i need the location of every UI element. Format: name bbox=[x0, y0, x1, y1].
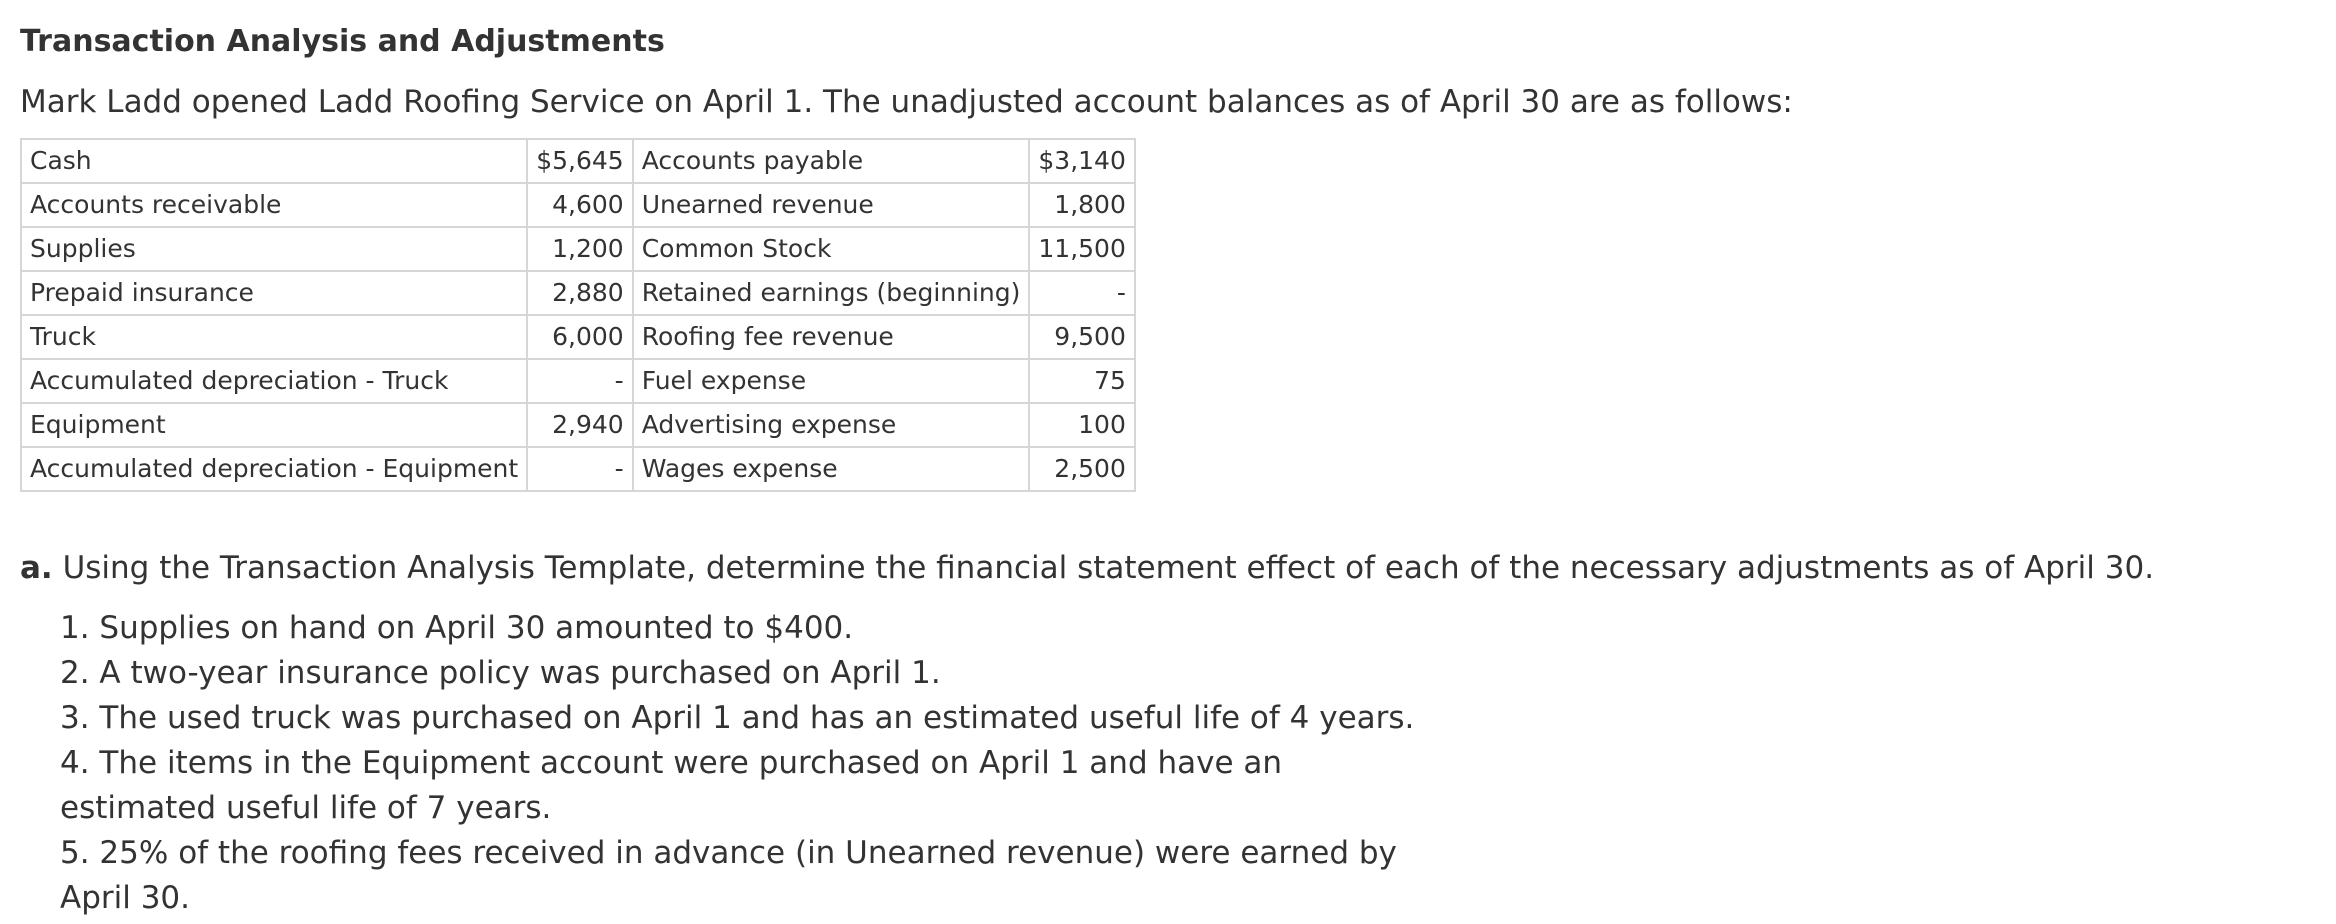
table-row bbox=[21, 315, 1135, 359]
left-account: Accumulated depreciation - Truck bbox=[21, 359, 527, 403]
table-row bbox=[21, 271, 1135, 315]
right-amount: $3,140 bbox=[1029, 139, 1134, 183]
list-item: 1. Supplies on hand on April 30 amounted to $400. bbox=[60, 610, 854, 646]
left-account: Supplies bbox=[21, 227, 527, 271]
part-a-text: Using the Transaction Analysis Template, determine the financial statement effect of each of the necessary adjustments as of April 30. bbox=[62, 550, 2155, 586]
left-account: Accumulated depreciation - Equipment bbox=[21, 447, 527, 491]
right-account: Common Stock bbox=[633, 227, 1030, 271]
right-amount: 11,500 bbox=[1029, 227, 1134, 271]
list-item: 5. 25% of the roofing fees received in advance (in Unearned revenue) were earned by April 30. bbox=[60, 835, 1397, 916]
left-amount: 4,600 bbox=[527, 183, 632, 227]
left-amount: 2,880 bbox=[527, 271, 632, 315]
left-amount: 6,000 bbox=[527, 315, 632, 359]
list-item: 2. A two-year insurance policy was purchased on April 1. bbox=[60, 655, 941, 691]
right-account: Unearned revenue bbox=[633, 183, 1030, 227]
adjustments-list bbox=[60, 606, 1420, 921]
left-amount: 1,200 bbox=[527, 227, 632, 271]
part-a-prompt bbox=[20, 546, 2316, 590]
left-account: Accounts receivable bbox=[21, 183, 527, 227]
table-row bbox=[21, 447, 1135, 491]
left-amount: $5,645 bbox=[527, 139, 632, 183]
left-amount: - bbox=[527, 447, 632, 491]
part-a-label: a. bbox=[20, 550, 53, 586]
left-amount: - bbox=[527, 359, 632, 403]
left-amount: 2,940 bbox=[527, 403, 632, 447]
list-item: 3. The used truck was purchased on April 1 and has an estimated useful life of 4 years. bbox=[60, 700, 1415, 736]
account-balances-table bbox=[20, 138, 1136, 492]
right-amount: 1,800 bbox=[1029, 183, 1134, 227]
left-account: Cash bbox=[21, 139, 527, 183]
list-item: 4. The items in the Equipment account were purchased on April 1 and have an estimated useful life of 7 years. bbox=[60, 745, 1283, 826]
right-account: Retained earnings (beginning) bbox=[633, 271, 1030, 315]
right-amount: 2,500 bbox=[1029, 447, 1134, 491]
right-amount: - bbox=[1029, 271, 1134, 315]
table-row bbox=[21, 227, 1135, 271]
table-row bbox=[21, 403, 1135, 447]
right-amount: 9,500 bbox=[1029, 315, 1134, 359]
right-account: Roofing fee revenue bbox=[633, 315, 1030, 359]
table-row bbox=[21, 359, 1135, 403]
table-row bbox=[21, 183, 1135, 227]
table-row bbox=[21, 139, 1135, 183]
right-account: Fuel expense bbox=[633, 359, 1030, 403]
right-account: Accounts payable bbox=[633, 139, 1030, 183]
right-account: Wages expense bbox=[633, 447, 1030, 491]
left-account: Prepaid insurance bbox=[21, 271, 527, 315]
left-account: Truck bbox=[21, 315, 527, 359]
intro-text: Mark Ladd opened Ladd Roofing Service on April 1. The unadjusted account balances as of April 30 are as follows: bbox=[20, 84, 1793, 120]
right-amount: 100 bbox=[1029, 403, 1134, 447]
page-title: Transaction Analysis and Adjustments bbox=[20, 24, 665, 59]
left-account: Equipment bbox=[21, 403, 527, 447]
right-amount: 75 bbox=[1029, 359, 1134, 403]
right-account: Advertising expense bbox=[633, 403, 1030, 447]
